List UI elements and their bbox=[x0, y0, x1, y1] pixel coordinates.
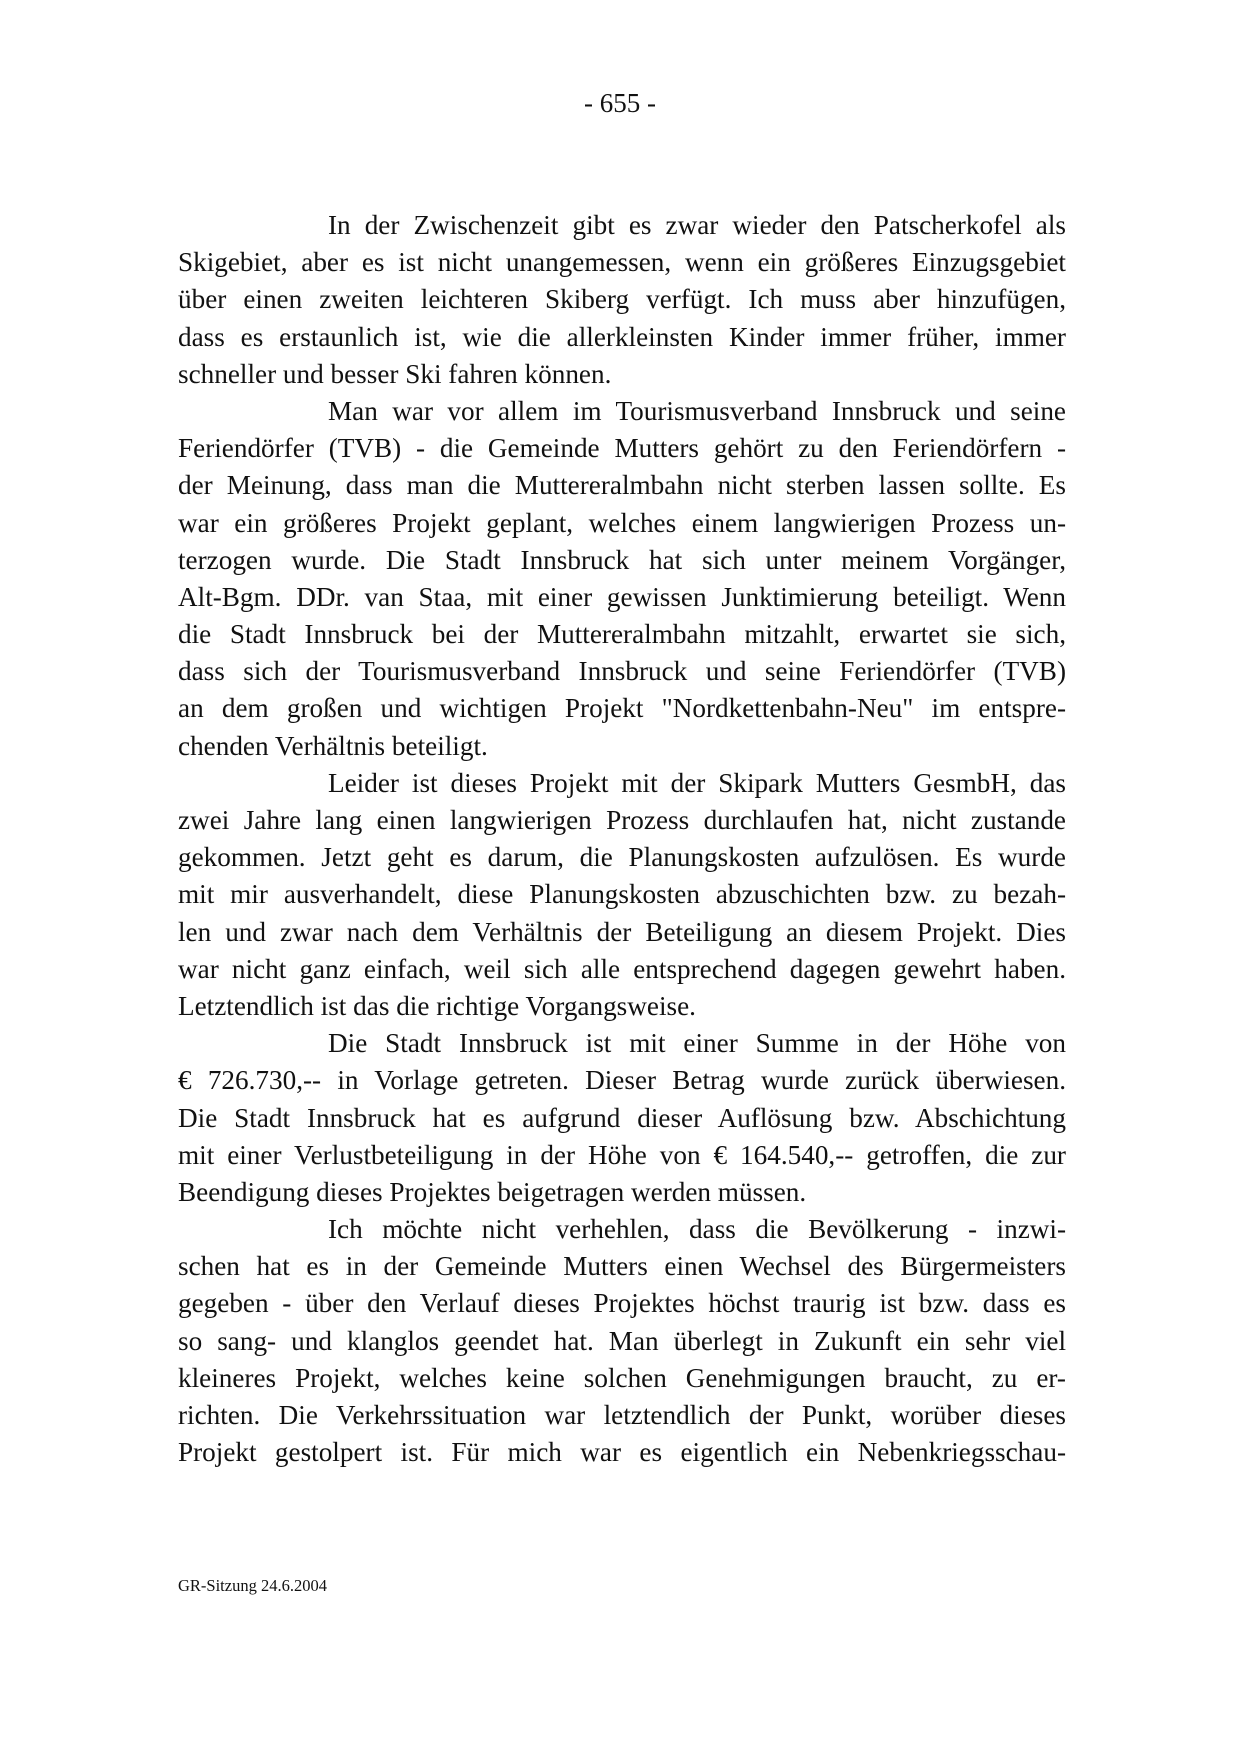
text-line: Alt-Bgm. DDr. van Staa, mit einer gewissen Junktimierung beteiligt. Wenn bbox=[178, 581, 1066, 612]
text-line: Ich möchte nicht verhehlen, dass die Bevölkerung - inzwi- bbox=[328, 1214, 1066, 1245]
text-line: Die Stadt Innsbruck ist mit einer Summe in der Höhe von bbox=[328, 1028, 1066, 1059]
text-line: dass sich der Tourismusverband Innsbruck und seine Feriendörfer (TVB) bbox=[178, 656, 1066, 687]
text-line: Letztendlich ist das die richtige Vorgangsweise. bbox=[178, 990, 696, 1021]
text-line: schen hat es in der Gemeinde Mutters einen Wechsel des Bürgermeisters bbox=[178, 1251, 1066, 1282]
text-line: Beendigung dieses Projektes beigetragen werden müssen. bbox=[178, 1176, 807, 1207]
text-line: Skigebiet, aber es ist nicht unangemessen, wenn ein größeres Einzugsgebiet bbox=[178, 247, 1066, 278]
text-line: Leider ist dieses Projekt mit der Skipark Mutters GesmbH, das bbox=[328, 767, 1066, 798]
text-line: In der Zwischenzeit gibt es zwar wieder den Patscherkofel als bbox=[328, 210, 1066, 240]
text-line: war ein größeres Projekt geplant, welches einem langwierigen Prozess un- bbox=[178, 507, 1066, 538]
text-line: die Stadt Innsbruck bei der Muttereralmbahn mitzahlt, erwartet sie sich, bbox=[178, 619, 1066, 650]
text-line: mit einer Verlustbeteiligung in der Höhe von € 164.540,-- getroffen, die zur bbox=[178, 1139, 1066, 1170]
text-line: Die Stadt Innsbruck hat es aufgrund dieser Auflösung bzw. Abschichtung bbox=[178, 1102, 1066, 1133]
paragraph bbox=[178, 765, 1066, 1025]
text-line: so sang- und klanglos geendet hat. Man überlegt in Zukunft ein sehr viel bbox=[178, 1325, 1066, 1356]
text-line: kleineres Projekt, welches keine solchen Genehmigungen braucht, zu er- bbox=[178, 1362, 1066, 1393]
text-line: len und zwar nach dem Verhältnis der Beteiligung an diesem Projekt. Dies bbox=[178, 916, 1066, 947]
text-line: über einen zweiten leichteren Skiberg verfügt. Ich muss aber hinzufügen, bbox=[178, 284, 1066, 315]
text-line: gegeben - über den Verlauf dieses Projektes höchst traurig ist bzw. dass es bbox=[178, 1288, 1066, 1319]
paragraph bbox=[178, 393, 1066, 765]
text-line: € 726.730,-- in Vorlage getreten. Dieser Betrag wurde zurück überwiesen. bbox=[178, 1065, 1066, 1096]
text-line: der Meinung, dass man die Muttereralmbahn nicht sterben lassen sollte. Es bbox=[178, 470, 1066, 501]
paragraph bbox=[178, 207, 1066, 393]
text-line: gekommen. Jetzt geht es darum, die Planungskosten aufzulösen. Es wurde bbox=[178, 842, 1066, 873]
text-line: terzogen wurde. Die Stadt Innsbruck hat sich unter meinem Vorgänger, bbox=[178, 544, 1066, 575]
text-line: mit mir ausverhandelt, diese Planungskosten abzuschichten bzw. zu bezah- bbox=[178, 879, 1066, 910]
text-line: Projekt gestolpert ist. Für mich war es eigentlich ein Nebenkriegsschau- bbox=[178, 1437, 1066, 1468]
text-line: war nicht ganz einfach, weil sich alle entsprechend dagegen gewehrt haben. bbox=[178, 953, 1066, 984]
text-line: an dem großen und wichtigen Projekt "Nordkettenbahn-Neu" im entspre- bbox=[178, 693, 1066, 724]
text-line: schneller und besser Ski fahren können. bbox=[178, 358, 612, 389]
text-line: zwei Jahre lang einen langwierigen Prozess durchlaufen hat, nicht zustande bbox=[178, 805, 1066, 835]
text-line: Feriendörfer (TVB) - die Gemeinde Mutters gehört zu den Feriendörfern - bbox=[178, 433, 1066, 464]
paragraph bbox=[178, 1025, 1066, 1211]
paragraph bbox=[178, 1211, 1066, 1471]
footer-session-date: GR-Sitzung 24.6.2004 bbox=[178, 1576, 327, 1595]
text-line: Man war vor allem im Tourismusverband Innsbruck und seine bbox=[328, 395, 1066, 426]
page-number: - 655 - bbox=[584, 88, 656, 118]
text-line: richten. Die Verkehrssituation war letztendlich der Punkt, worüber dieses bbox=[178, 1400, 1066, 1430]
document-body bbox=[178, 207, 1066, 1471]
text-line: dass es erstaunlich ist, wie die allerkleinsten Kinder immer früher, immer bbox=[178, 321, 1066, 352]
text-line: chenden Verhältnis beteiligt. bbox=[178, 730, 488, 761]
